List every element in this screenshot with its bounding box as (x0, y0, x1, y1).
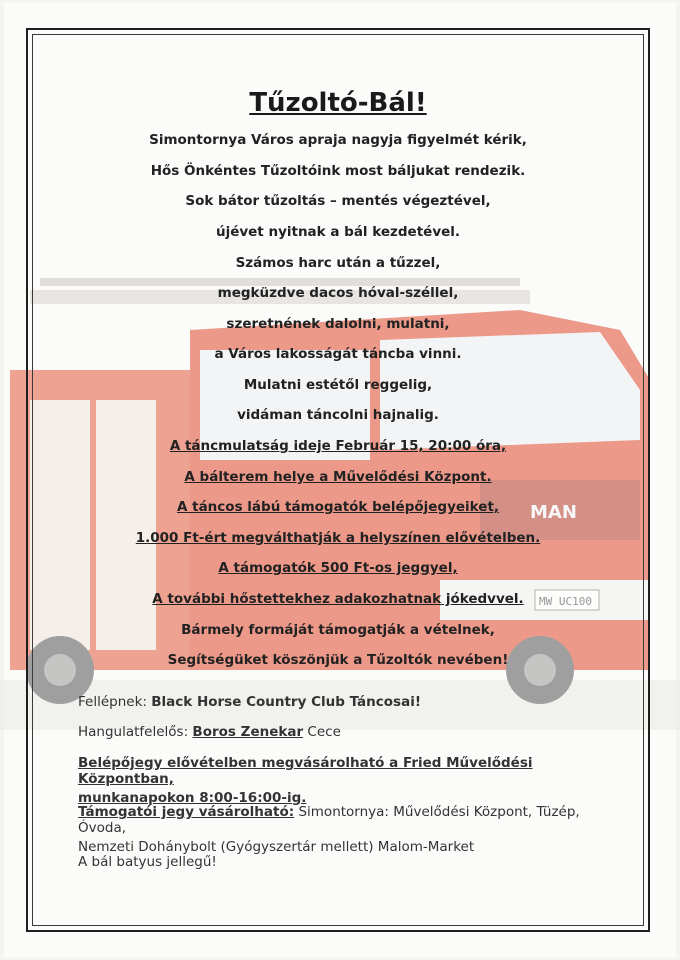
note-line: A bál batyus jellegű! (78, 854, 217, 870)
performers-suffix: Táncosai! (344, 694, 421, 710)
support-line-2: Nemzeti Dohánybolt (Gyógyszertár mellett) Malom-Market (78, 839, 475, 855)
performers-value: Black Horse Country Club (151, 694, 345, 710)
truck-plate-text: MW UC100 (539, 595, 592, 608)
performers-line (78, 694, 618, 710)
event-time-line: A táncmulatság ideje Február 15, 20:00 óra, (169, 438, 507, 454)
poem-line: megküzdve dacos hóval-széllel, (217, 285, 459, 301)
poem-line: Simontornya Város apraja nagyja figyelmét kérik, (149, 132, 527, 148)
performers-label: Fellépnek: (78, 694, 152, 710)
support-ticket-line: A támogatók 500 Ft-os jeggyel, (218, 560, 458, 576)
poem-line: a Város lakosságát táncba vinni. (214, 346, 462, 362)
poem-line: újévet nyitnak a bál kezdetével. (215, 224, 461, 240)
page-title: Tűzoltó-Bál! (249, 88, 427, 118)
music-label: Hangulatfelelős: (78, 724, 193, 740)
event-venue-line: A bálterem helye a Művelődési Központ. (184, 469, 492, 485)
donation-line: A további hőstettekhez adakozhatnak jókedvvel. (152, 591, 524, 607)
support-label: Támogatói jegy vásárolható: (78, 804, 295, 820)
presale-block (78, 755, 618, 806)
music-suffix: Cece (303, 724, 341, 740)
poem-line: Segítségüket köszönjük a Tűzoltók nevében! (167, 652, 509, 668)
poem-line: szeretnének dalolni, mulatni, (226, 316, 450, 332)
presale-line-1: Belépőjegy elővételben megvásárolható a Fried Művelődési Központban, (78, 755, 533, 787)
ticket-price-line: 1.000 Ft-ért megválthatják a helyszínen elővételben. (135, 530, 541, 546)
ticket-info-line: A táncos lábú támogatók belépőjegyeiket, (176, 499, 500, 515)
presale-line-2: munkanapokon 8:00-16:00-ig. (78, 790, 307, 806)
poem-line: Számos harc után a tűzzel, (235, 255, 441, 271)
support-line-1: Simontornya: Művelődési Központ, Tüzép, Óvoda, (78, 804, 580, 836)
poem-line: vidáman táncolni hajnalig. (237, 407, 439, 423)
poem-line: Mulatni estétől reggelig, (243, 377, 433, 393)
support-block (78, 804, 618, 855)
truck-brand-text: MAN (530, 502, 577, 523)
music-value: Boros Zenekar (192, 724, 304, 740)
poem-line: Bármely formáját támogatják a vételnek, (181, 622, 495, 638)
music-line (78, 724, 618, 740)
poem-line: Hős Önkéntes Tűzoltóink most báljukat rendezik. (150, 163, 526, 179)
poem-line: Sok bátor tűzoltás – mentés végeztével, (185, 193, 491, 209)
